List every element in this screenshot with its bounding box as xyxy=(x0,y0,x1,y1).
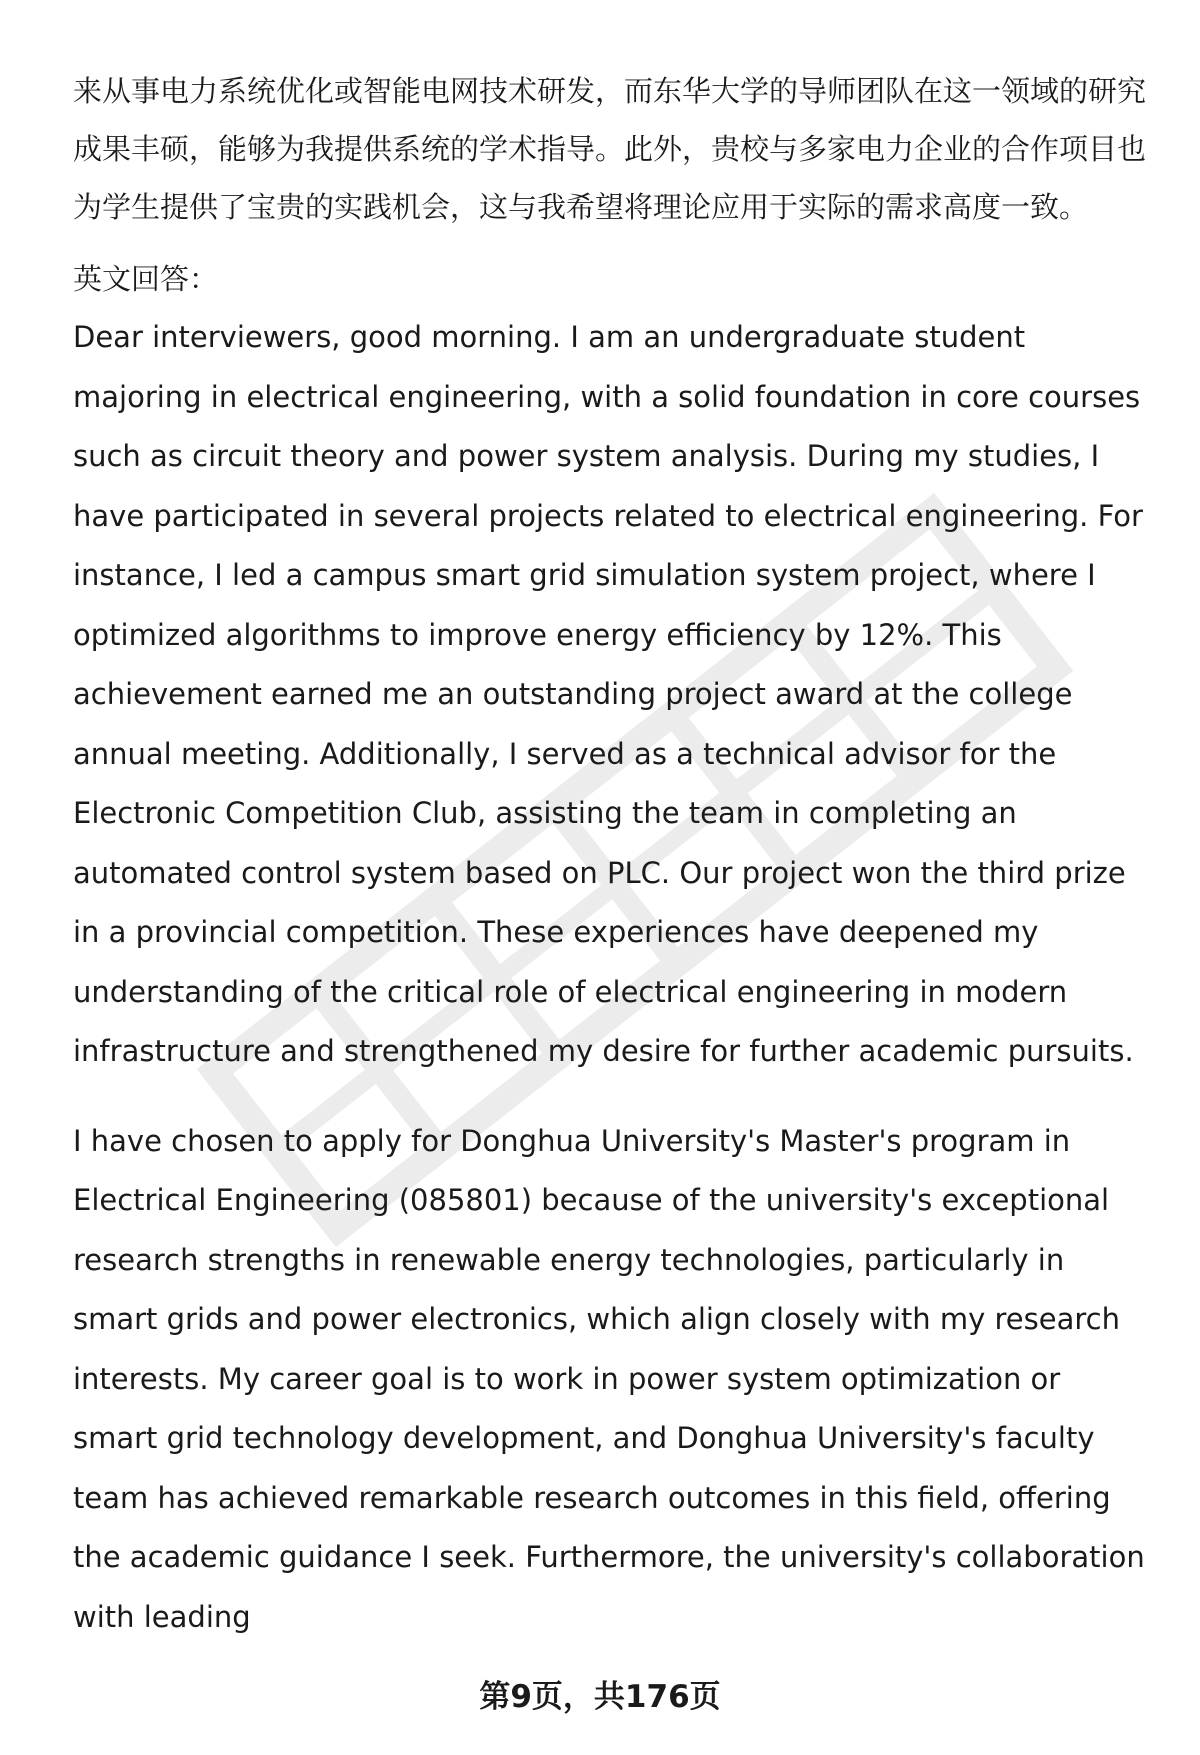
paragraph-english-1: Dear interviewers, good morning. I am an undergraduate student majoring in electrical engineering, with a solid foundation in core courses such as circuit theory and power system analysis. During my studies, I have participated in several projects related to electrical engineering. For instance, I led a campus smart grid simulation system project, where I optimized algorithms to improve energy efficiency by 12%. This achievement earned me an outstanding project award at the college annual meeting. Additionally, I served as a technical advisor for the Electronic Competition Club, assisting the team in completing an automated control system based on PLC. Our project won the third prize in a provincial competition. These experiences have deepened my understanding of the critical role of electrical engineering in modern infrastructure and strengthened my desire for further academic pursuits. xyxy=(73,320,1143,1068)
page-number-footer: 第9页，共176页 xyxy=(479,1679,721,1715)
english-answer-label: 英文回答： xyxy=(73,262,219,296)
document-page xyxy=(73,62,1153,1647)
paragraph-gap xyxy=(73,1082,1153,1112)
paragraph-chinese: 来从事电力系统优化或智能电网技术研发，而东华大学的导师团队在这一领域的研究成果丰硕，能够为我提供系统的学术指导。此外，贵校与多家电力企业的合作项目也为学生提供了宝贵的实践机会，这与我希望将理论应用于实际的需求高度一致。 xyxy=(73,74,1147,224)
paragraph-english-2: I have chosen to apply for Donghua University's Master's program in Electrical Engineering (085801) because of the university's exceptional research strengths in renewable energy technologies, particularly in smart grids and power electronics, which align closely with my research interests. My career goal is to work in power system optimization or smart grid technology development, and Donghua University's faculty team has achieved remarkable research outcomes in this field, offering the academic guidance I seek. Furthermore, the university's collaboration with leading xyxy=(73,1123,1145,1634)
